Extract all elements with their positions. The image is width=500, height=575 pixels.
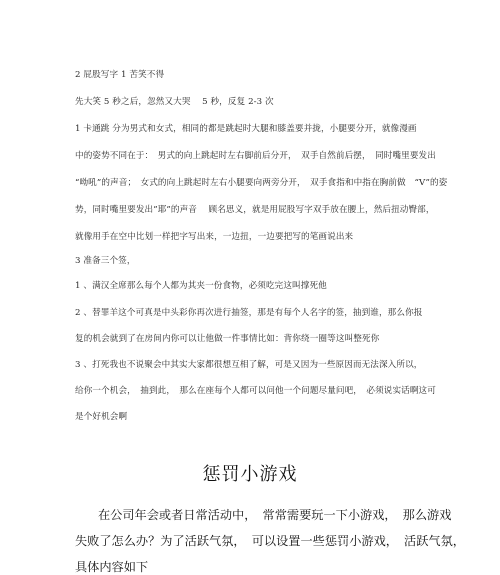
text-line: 3 、打死我也不说聚会中其实大家都很想互相了解，可是又因为一些原因而无法深入所以， <box>75 360 423 370</box>
text-line: 中的姿势不同在于： 男式的向上跳起时左右脚前后分开， 双手自然前后摆， 同时嘴里要发出 <box>75 151 436 161</box>
text-line: 2 、替罪羊这个可真是中头彩你再次进行抽签，那是有每个人名字的签，抽到谁，那么你报 <box>75 308 423 318</box>
text-line: 势，同时嘴里要发出”耶”的声音 顾名思义，就是用屁股写字双手放在腰上，然后扭动臀部， <box>75 205 435 215</box>
text-line: 1 、满汉全席那么每个人都为其夹一份食物，必须吃完这叫撑死他 <box>75 281 327 291</box>
text-line: 是个好机会啊 <box>75 412 128 422</box>
text-line: 2 屁股写字 1 苦笑不得 <box>75 70 165 80</box>
text-line: 3 准备三个签， <box>75 256 136 266</box>
text-line: “呦吼”的声音； 女式的向上跳起时左右小腿要向两旁分开， 双手食指和中指在胸前做 “V”的姿 <box>75 178 448 188</box>
body-text-line: 失败了怎么办？为了活跃气氛， 可以设置一些惩罚小游戏， 活跃气氛， <box>75 534 465 548</box>
body-text-line: 具体内容如下 <box>75 560 149 574</box>
text-line: 复的机会就到了在房间内你可以让他做一件事情比如：背你绕一圈等这叫整死你 <box>75 334 380 344</box>
text-line: 给你一个机会， 抽到此， 那么在座每个人都可以问他一个问题尽量问吧， 必须说实话啊这可 <box>75 386 436 396</box>
text-line: 1 卡通跳 分为男式和女式，相同的都是跳起时大腿和膝盖要并拢，小腿要分开，就像漫画 <box>75 124 417 134</box>
text-line: 就像用手在空中比划一样把字写出来，一边扭，一边要把写的笔画说出来 <box>75 232 354 242</box>
text-line: 先大笑 5 秒之后，忽然又大哭 5 秒，反复 2-3 次 <box>75 97 274 107</box>
body-text-line: 在公司年会或者日常活动中， 常常需要玩一下小游戏， 那么游戏 <box>98 508 452 522</box>
section-title: 惩罚小游戏 <box>202 464 298 485</box>
